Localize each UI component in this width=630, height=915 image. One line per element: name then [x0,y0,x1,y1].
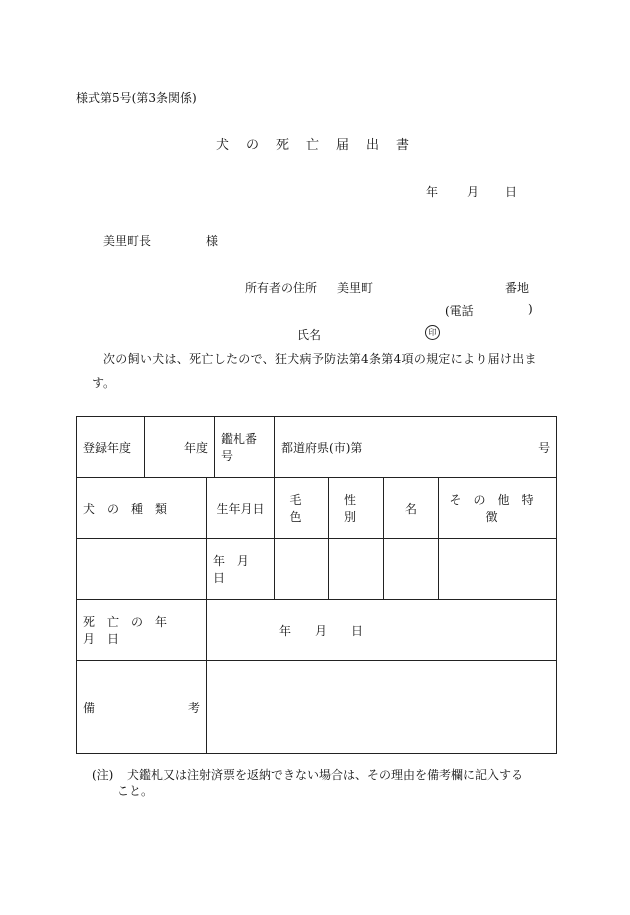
statement-line-1: 次の飼い犬は、死亡したので、狂犬病予防法第4条第4項の規定により届け出ま [103,352,537,366]
note-line-1: 犬鑑札又は注射済票を返納できない場合は、その理由を備考欄に記入する [127,768,524,782]
seal-mark [425,325,440,340]
dog-death-form-table [76,416,557,754]
owner-address-label: 所有者の住所 [245,281,318,295]
document-title: 犬の死亡届出書 [216,138,427,153]
features-label: その他特徴 [439,478,557,539]
remarks-label-1: 備 [83,700,96,715]
birth-label: 生年月日 [207,478,275,539]
reg-year-unit: 年度 [145,417,215,478]
addressee-honorific: 様 [206,234,219,248]
color-label: 毛色 [275,478,329,539]
remarks-label [77,661,207,754]
note-line-2: こと。 [117,784,154,798]
date-month: 月 [467,185,480,199]
reg-year-label: 登録年度 [77,417,145,478]
tag-no-label: 鑑札番号 [215,417,275,478]
remarks-label-2: 考 [187,700,200,715]
death-date-value[interactable]: 年 月 日 [207,600,557,661]
death-date-label: 死亡の年月日 [77,600,207,661]
date-day: 日 [505,185,518,199]
tag-no-field[interactable] [275,417,557,478]
dog-name-value[interactable] [384,539,439,600]
owner-banchi: 番地 [505,281,530,295]
statement-line-2: す。 [92,376,116,390]
breed-label: 犬の種類 [77,478,207,539]
remarks-value[interactable] [207,661,557,754]
features-value[interactable] [439,539,557,600]
sex-label: 性別 [329,478,384,539]
phone-open: (電話 [445,304,474,318]
tag-no-prefix: 都道府県(市)第 [281,440,363,455]
date-year: 年 [426,185,439,199]
seal-icon: 印 [425,325,440,340]
color-value[interactable] [275,539,329,600]
owner-name-label: 氏名 [297,328,322,342]
owner-town: 美里町 [337,281,374,295]
note-prefix: (注) [92,768,114,782]
sex-value[interactable] [329,539,384,600]
form-code: 様式第5号(第3条関係) [76,91,197,105]
dog-name-label: 名 [384,478,439,539]
breed-value[interactable] [77,539,207,600]
tag-no-suffix: 号 [538,440,551,455]
birth-value[interactable]: 年 月 日 [207,539,275,600]
addressee-name: 美里町長 [103,234,152,248]
phone-close: ) [528,302,533,316]
